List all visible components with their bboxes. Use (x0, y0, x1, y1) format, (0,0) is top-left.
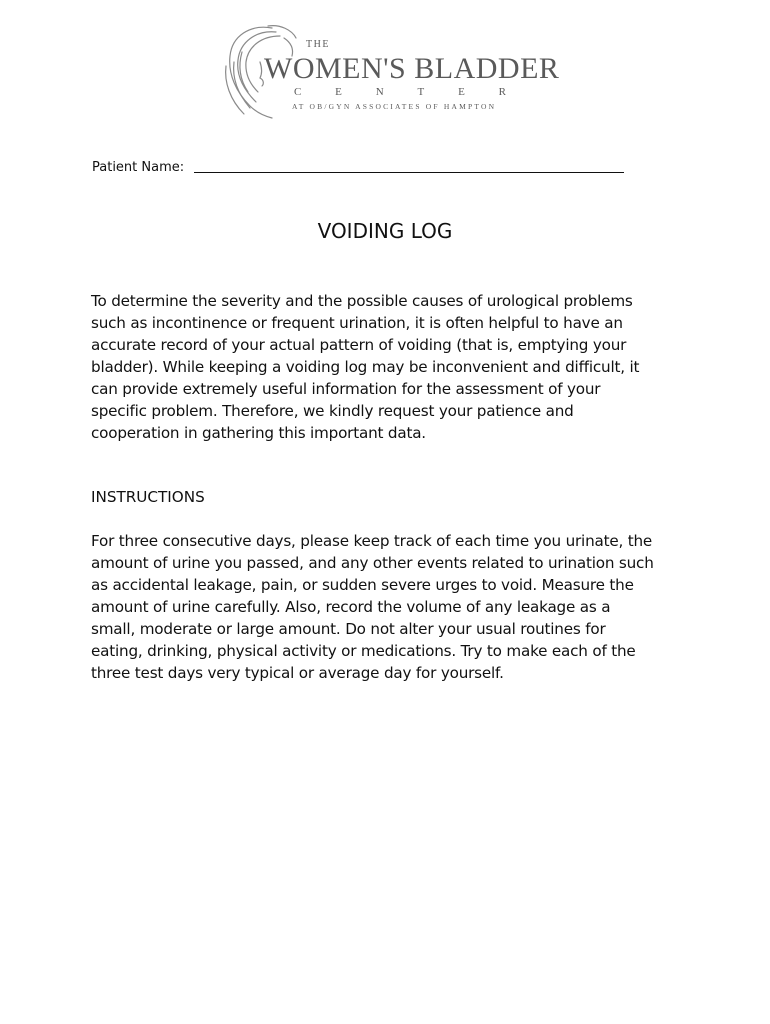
patient-name-row (92, 155, 632, 175)
instructions-heading: INSTRUCTIONS (91, 488, 205, 506)
patient-name-field[interactable] (194, 172, 624, 173)
instructions-paragraph (91, 530, 691, 684)
paragraph-line: amount of urine carefully. Also, record the volume of any leakage as a (91, 598, 611, 616)
paragraph-line: as accidental leakage, pain, or sudden severe urges to void. Measure the (91, 576, 634, 594)
paragraph-line: accurate record of your actual pattern of voiding (that is, emptying your (91, 336, 627, 354)
paragraph-line: To determine the severity and the possible causes of urological problems (91, 292, 633, 310)
logo-center-text (294, 86, 506, 98)
logo-subtitle: AT OB/GYN ASSOCIATES OF HAMPTON (292, 102, 497, 111)
page-title: VOIDING LOG (317, 219, 453, 243)
logo-center-letter: E (335, 86, 342, 98)
paragraph-line: small, moderate or large amount. Do not alter your usual routines for (91, 620, 606, 638)
logo-center-letter: E (458, 86, 465, 98)
paragraph-line: such as incontinence or frequent urination, it is often helpful to have an (91, 314, 623, 332)
patient-name-label: Patient Name: (92, 160, 185, 175)
logo-center-letter: C (294, 86, 302, 98)
logo-center-letter: N (375, 86, 384, 98)
logo-the-text: THE (306, 39, 330, 50)
paragraph-line: bladder). While keeping a voiding log may be inconvenient and difficult, it (91, 358, 640, 376)
logo-center-letter: R (498, 86, 506, 98)
clinic-logo (220, 22, 560, 126)
logo-center-letter: T (417, 86, 425, 98)
paragraph-line: three test days very typical or average day for yourself. (91, 664, 504, 682)
intro-paragraph (91, 290, 691, 444)
paragraph-line: specific problem. Therefore, we kindly request your patience and (91, 402, 574, 420)
paragraph-line: can provide extremely useful information for the assessment of your (91, 380, 601, 398)
paragraph-line: For three consecutive days, please keep track of each time you urinate, the (91, 532, 653, 550)
paragraph-line: amount of urine you passed, and any other events related to urination such (91, 554, 654, 572)
paragraph-line: cooperation in gathering this important data. (91, 424, 426, 442)
logo-name-text: WOMEN'S BLADDER (264, 52, 560, 85)
paragraph-line: eating, drinking, physical activity or medications. Try to make each of the (91, 642, 636, 660)
